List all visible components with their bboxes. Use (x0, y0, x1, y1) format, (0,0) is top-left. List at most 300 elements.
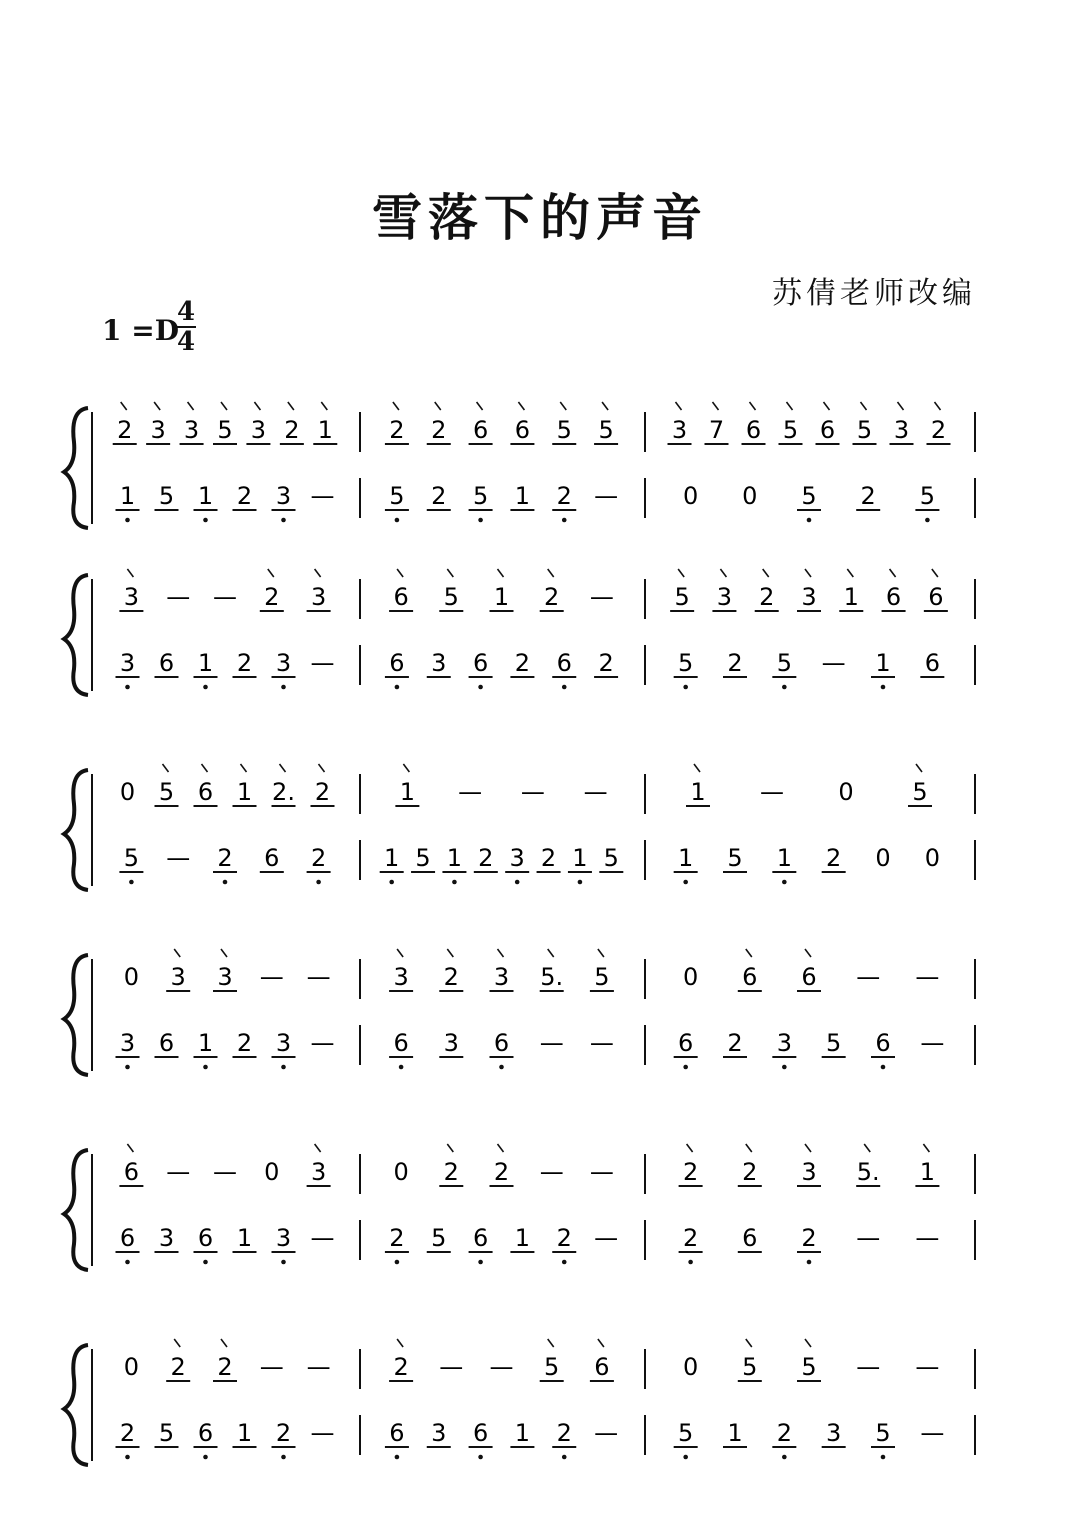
fingering-mark (864, 1144, 870, 1152)
bass-note: 2 (540, 844, 557, 872)
fingering-mark (315, 569, 321, 577)
low-octave-dot (281, 1065, 286, 1070)
fingering-mark (861, 402, 867, 410)
bass-note: 2 (478, 844, 494, 872)
treble-note: 5. (856, 1158, 880, 1186)
treble-note: 3 (150, 416, 166, 444)
bass-note: — (310, 649, 335, 677)
bass-note: 1 (776, 844, 792, 872)
bass-note: 1 (446, 844, 463, 872)
bass-note: 5 (678, 1419, 694, 1447)
treble-note: 6 (197, 778, 214, 806)
time-signature-top: 4 (176, 297, 196, 327)
low-octave-dot (281, 518, 286, 523)
low-octave-dot (129, 880, 134, 885)
treble-note: 5 (674, 583, 690, 611)
bass-note: — (589, 1029, 614, 1057)
bass-note: 1 (197, 482, 214, 510)
bass-note: 2 (556, 1419, 572, 1447)
fingering-mark (280, 764, 286, 772)
bass-note: 2 (727, 649, 743, 677)
bass-note: 5 (727, 844, 743, 872)
treble-note: 0 (393, 1158, 409, 1186)
bass-note: 3 (275, 482, 292, 510)
treble-note: 2 (493, 1158, 510, 1186)
treble-note: 3 (310, 583, 327, 611)
treble-note: 6 (514, 416, 531, 444)
low-octave-dot (395, 685, 400, 690)
bass-note: 2 (275, 1419, 292, 1447)
treble-note: — (589, 583, 614, 611)
bass-note: 6 (158, 1029, 175, 1057)
bass-note: 5 (389, 482, 405, 510)
low-octave-dot (478, 1455, 483, 1460)
treble-note: — (213, 583, 237, 611)
bass-note: 5 (919, 482, 936, 510)
bass-note: 5 (826, 1029, 842, 1057)
bass-note: 5 (875, 1419, 891, 1447)
fingering-mark (447, 569, 453, 577)
low-octave-dot (203, 1065, 208, 1070)
treble-note: 5. (540, 963, 564, 991)
treble-note: 2. (272, 778, 295, 806)
treble-note: 3 (801, 1158, 817, 1186)
fingering-mark (393, 402, 399, 410)
treble-note: 3 (393, 963, 409, 991)
treble-note: — (520, 778, 545, 806)
treble-note: 6 (801, 963, 817, 991)
fingering-mark (694, 764, 700, 772)
low-octave-dot (478, 518, 483, 523)
treble-note: 0 (123, 1353, 140, 1381)
treble-note: 5 (801, 1353, 817, 1381)
treble-note: 3 (217, 963, 233, 991)
bass-note: 6 (264, 844, 280, 872)
treble-note: 1 (399, 778, 416, 806)
low-octave-dot (562, 685, 567, 690)
bass-note: — (310, 1419, 335, 1447)
bass-note: 6 (389, 649, 405, 677)
bass-note: 3 (431, 649, 447, 677)
treble-note: 3 (671, 416, 688, 444)
bass-note: — (166, 844, 191, 872)
fingering-mark (221, 949, 227, 957)
fingering-mark (397, 1339, 403, 1347)
treble-note: 2 (170, 1353, 186, 1381)
bass-note: 1 (727, 1419, 743, 1447)
treble-note: 3 (170, 963, 186, 991)
treble-note: 0 (838, 778, 854, 806)
fingering-mark (746, 949, 752, 957)
low-octave-dot (399, 1065, 404, 1070)
bass-note: 2 (727, 1029, 743, 1057)
bass-note: 6 (678, 1029, 694, 1057)
bass-note: — (821, 649, 846, 677)
fingering-mark (397, 569, 403, 577)
bass-note: 5 (801, 482, 817, 510)
treble-note: — (856, 963, 881, 991)
system-brace (64, 1150, 88, 1270)
bass-note: 2 (236, 649, 253, 677)
fingering-mark (560, 402, 566, 410)
bass-note: 0 (682, 482, 699, 510)
low-octave-dot (578, 880, 583, 885)
fingering-mark (319, 764, 325, 772)
fingering-mark (713, 402, 719, 410)
bass-note: 1 (197, 649, 214, 677)
bass-note: 3 (826, 1419, 842, 1447)
treble-note: 3 (310, 1158, 327, 1186)
bass-note: 1 (572, 844, 588, 872)
treble-note: 3 (183, 416, 200, 444)
fingering-mark (498, 1144, 504, 1152)
system-brace (64, 575, 88, 695)
treble-note: 6 (472, 416, 489, 444)
bass-note: 6 (875, 1029, 891, 1057)
bass-note: 1 (514, 1224, 531, 1252)
treble-note: 5 (544, 1353, 560, 1381)
fingering-mark (241, 764, 247, 772)
fingering-mark (435, 402, 441, 410)
bass-note: — (594, 482, 619, 510)
fingering-mark (548, 1339, 554, 1347)
fingering-mark (174, 1339, 180, 1347)
treble-note: 0 (119, 778, 136, 806)
bass-note: 2 (119, 1419, 136, 1447)
treble-note: 1 (236, 778, 253, 806)
treble-note: 5 (782, 416, 799, 444)
low-octave-dot (203, 518, 208, 523)
fingering-mark (824, 402, 830, 410)
fingering-mark (746, 1144, 752, 1152)
fingering-mark (923, 1144, 929, 1152)
bass-note: 3 (275, 1224, 292, 1252)
bass-note: 6 (389, 1419, 405, 1447)
treble-note: 2 (264, 583, 280, 611)
bass-note: 3 (509, 844, 525, 872)
treble-note: 3 (716, 583, 733, 611)
treble-note: 2 (930, 416, 947, 444)
low-octave-dot (395, 1260, 400, 1265)
bass-note: 5 (472, 482, 489, 510)
treble-note: 2 (314, 778, 331, 806)
bass-note: 2 (431, 482, 447, 510)
fingering-mark (447, 949, 453, 957)
low-octave-dot (683, 685, 688, 690)
fingering-mark (548, 949, 554, 957)
low-octave-dot (925, 518, 930, 523)
bass-note: 0 (875, 844, 891, 872)
treble-note: 2 (759, 583, 775, 611)
treble-note: 5 (598, 416, 614, 444)
system-brace (64, 955, 88, 1075)
bass-note: 3 (158, 1224, 175, 1252)
fingering-mark (447, 1144, 453, 1152)
bass-note: 1 (236, 1224, 253, 1252)
bass-note: 3 (275, 649, 292, 677)
treble-note: 5 (217, 416, 233, 444)
system-brace (64, 1345, 88, 1465)
low-octave-dot (881, 685, 886, 690)
bass-note: 6 (158, 649, 175, 677)
low-octave-dot (499, 1065, 504, 1070)
low-octave-dot (782, 880, 787, 885)
bass-note: — (915, 1224, 940, 1252)
fingering-mark (221, 402, 227, 410)
low-octave-dot (125, 1455, 130, 1460)
time-signature-bottom: 4 (176, 327, 196, 357)
treble-note: 3 (801, 583, 817, 611)
bass-note: 3 (443, 1029, 459, 1057)
bass-note: 2 (776, 1419, 792, 1447)
treble-note: — (259, 1353, 284, 1381)
treble-note: — (259, 963, 284, 991)
bass-note: 5 (431, 1224, 447, 1252)
bass-note: 2 (310, 844, 327, 872)
bass-note: 2 (682, 1224, 699, 1252)
treble-note: 2 (443, 963, 459, 991)
fingering-mark (805, 1144, 811, 1152)
treble-note: 2 (742, 1158, 758, 1186)
low-octave-dot (452, 880, 457, 885)
treble-note: 1 (919, 1158, 936, 1186)
fingering-mark (932, 569, 938, 577)
low-octave-dot (125, 1065, 130, 1070)
bass-note: 0 (742, 482, 758, 510)
treble-note: — (915, 963, 940, 991)
bass-note: — (310, 482, 335, 510)
fingering-mark (127, 569, 133, 577)
treble-note: 2 (284, 416, 300, 444)
fingering-mark (935, 402, 941, 410)
treble-note: 5 (556, 416, 572, 444)
treble-note: 6 (819, 416, 836, 444)
bass-note: 2 (826, 844, 842, 872)
low-octave-dot (688, 1260, 693, 1265)
treble-note: — (439, 1353, 464, 1381)
low-octave-dot (683, 880, 688, 885)
low-octave-dot (203, 1260, 208, 1265)
treble-note: 0 (682, 1353, 699, 1381)
low-octave-dot (515, 880, 520, 885)
fingering-mark (154, 402, 160, 410)
bass-note: — (594, 1419, 619, 1447)
fingering-mark (898, 402, 904, 410)
treble-note: 0 (264, 1158, 280, 1186)
bass-note: 6 (393, 1029, 409, 1057)
bass-note: 5 (158, 1419, 175, 1447)
treble-note: — (213, 1158, 237, 1186)
bass-note: 6 (556, 649, 572, 677)
fingering-mark (805, 569, 811, 577)
low-octave-dot (203, 685, 208, 690)
treble-note: 2 (217, 1353, 233, 1381)
bass-note: 6 (472, 1419, 489, 1447)
low-octave-dot (807, 518, 812, 523)
low-octave-dot (316, 880, 321, 885)
fingering-mark (750, 402, 756, 410)
score-title: 雪落下的声音 (372, 189, 708, 247)
low-octave-dot (562, 1455, 567, 1460)
treble-note: — (583, 778, 608, 806)
bass-note: — (856, 1224, 881, 1252)
bass-note: 3 (431, 1419, 447, 1447)
treble-note: 1 (493, 583, 510, 611)
fingering-mark (916, 764, 922, 772)
fingering-mark (598, 949, 604, 957)
bass-note: 2 (556, 482, 572, 510)
fingering-mark (163, 764, 169, 772)
fingering-mark (477, 402, 483, 410)
bass-note: 1 (678, 844, 694, 872)
bass-note: 6 (493, 1029, 510, 1057)
treble-note: 5 (158, 778, 175, 806)
low-octave-dot (389, 880, 394, 885)
bass-note: 3 (119, 1029, 136, 1057)
fingering-mark (602, 402, 608, 410)
fingering-mark (288, 402, 294, 410)
fingering-mark (268, 569, 274, 577)
treble-note: 0 (682, 963, 699, 991)
fingering-mark (746, 1339, 752, 1347)
low-octave-dot (807, 1260, 812, 1265)
fingering-mark (397, 949, 403, 957)
bass-note: 6 (197, 1419, 214, 1447)
bass-note: 2 (514, 649, 531, 677)
bass-note: 6 (742, 1224, 758, 1252)
bass-note: — (920, 1029, 945, 1057)
bass-note: 3 (776, 1029, 792, 1057)
treble-note: 3 (250, 416, 267, 444)
treble-note: 2 (117, 416, 133, 444)
treble-note: 2 (393, 1353, 409, 1381)
bass-note: 6 (197, 1224, 214, 1252)
bass-note: — (310, 1224, 335, 1252)
treble-note: 0 (123, 963, 140, 991)
fingering-mark (687, 1144, 693, 1152)
treble-note: — (166, 1158, 191, 1186)
fingering-mark (188, 402, 194, 410)
low-octave-dot (395, 518, 400, 523)
low-octave-dot (203, 1455, 208, 1460)
bass-note: 2 (236, 1029, 253, 1057)
low-octave-dot (782, 1065, 787, 1070)
low-octave-dot (782, 685, 787, 690)
low-octave-dot (125, 685, 130, 690)
bass-note: 0 (924, 844, 940, 872)
treble-note: 3 (123, 583, 140, 611)
treble-note: 6 (885, 583, 902, 611)
treble-note: — (856, 1353, 881, 1381)
low-octave-dot (223, 880, 228, 885)
treble-note: 5 (443, 583, 459, 611)
treble-note: 6 (928, 583, 944, 611)
low-octave-dot (395, 1455, 400, 1460)
fingering-mark (174, 949, 180, 957)
bass-note: 5 (415, 844, 431, 872)
key-signature: 1 =D (102, 314, 179, 347)
system-brace (64, 770, 88, 890)
fingering-mark (678, 569, 684, 577)
bass-note: 6 (472, 1224, 489, 1252)
bass-note: 5 (678, 649, 694, 677)
treble-note: 1 (690, 778, 706, 806)
treble-note: 2 (443, 1158, 459, 1186)
treble-note: — (458, 778, 483, 806)
bass-note: 5 (776, 649, 792, 677)
bass-note: 2 (860, 482, 876, 510)
bass-note: 1 (514, 482, 531, 510)
fingering-mark (202, 764, 208, 772)
bass-note: 1 (236, 1419, 253, 1447)
treble-note: 6 (123, 1158, 140, 1186)
treble-note: — (589, 1158, 614, 1186)
bass-note: 2 (598, 649, 614, 677)
bass-note: 6 (119, 1224, 136, 1252)
fingering-mark (805, 1339, 811, 1347)
bass-note: 2 (801, 1224, 817, 1252)
treble-note: 3 (893, 416, 910, 444)
treble-note: — (539, 1158, 564, 1186)
treble-note: — (306, 1353, 331, 1381)
fingering-mark (890, 569, 896, 577)
low-octave-dot (125, 1260, 130, 1265)
treble-note: — (166, 583, 191, 611)
bass-note: 2 (389, 1224, 405, 1252)
low-octave-dot (281, 685, 286, 690)
fingering-mark (315, 1144, 321, 1152)
treble-note: 2 (682, 1158, 699, 1186)
treble-note: 3 (493, 963, 510, 991)
treble-note: 6 (745, 416, 762, 444)
low-octave-dot (782, 1455, 787, 1460)
fingering-mark (548, 569, 554, 577)
low-octave-dot (281, 1260, 286, 1265)
treble-note: 1 (843, 583, 859, 611)
bass-note: 6 (472, 649, 489, 677)
fingering-mark (518, 402, 524, 410)
low-octave-dot (683, 1455, 688, 1460)
bass-note: 2 (217, 844, 233, 872)
bass-note: 5 (123, 844, 140, 872)
bass-note: 1 (197, 1029, 214, 1057)
bass-note: 2 (556, 1224, 572, 1252)
treble-note: 2 (431, 416, 447, 444)
bass-note: 1 (514, 1419, 531, 1447)
treble-note: 6 (594, 1353, 610, 1381)
low-octave-dot (683, 1065, 688, 1070)
fingering-mark (498, 569, 504, 577)
treble-note: 5 (856, 416, 873, 444)
low-octave-dot (562, 518, 567, 523)
treble-note: 6 (742, 963, 758, 991)
bass-note: 3 (275, 1029, 292, 1057)
bass-note: — (539, 1029, 564, 1057)
fingering-mark (127, 1144, 133, 1152)
treble-note: 5 (912, 778, 928, 806)
bass-note: 5 (158, 482, 175, 510)
treble-note: 2 (544, 583, 560, 611)
treble-note: 5 (594, 963, 610, 991)
fingering-mark (847, 569, 853, 577)
fingering-mark (763, 569, 769, 577)
fingering-mark (676, 402, 682, 410)
arranger-credit: 苏倩老师改编 (772, 276, 976, 311)
bass-note: — (594, 1224, 619, 1252)
fingering-mark (221, 1339, 227, 1347)
treble-note: — (489, 1353, 514, 1381)
bass-note: 5 (603, 844, 619, 872)
